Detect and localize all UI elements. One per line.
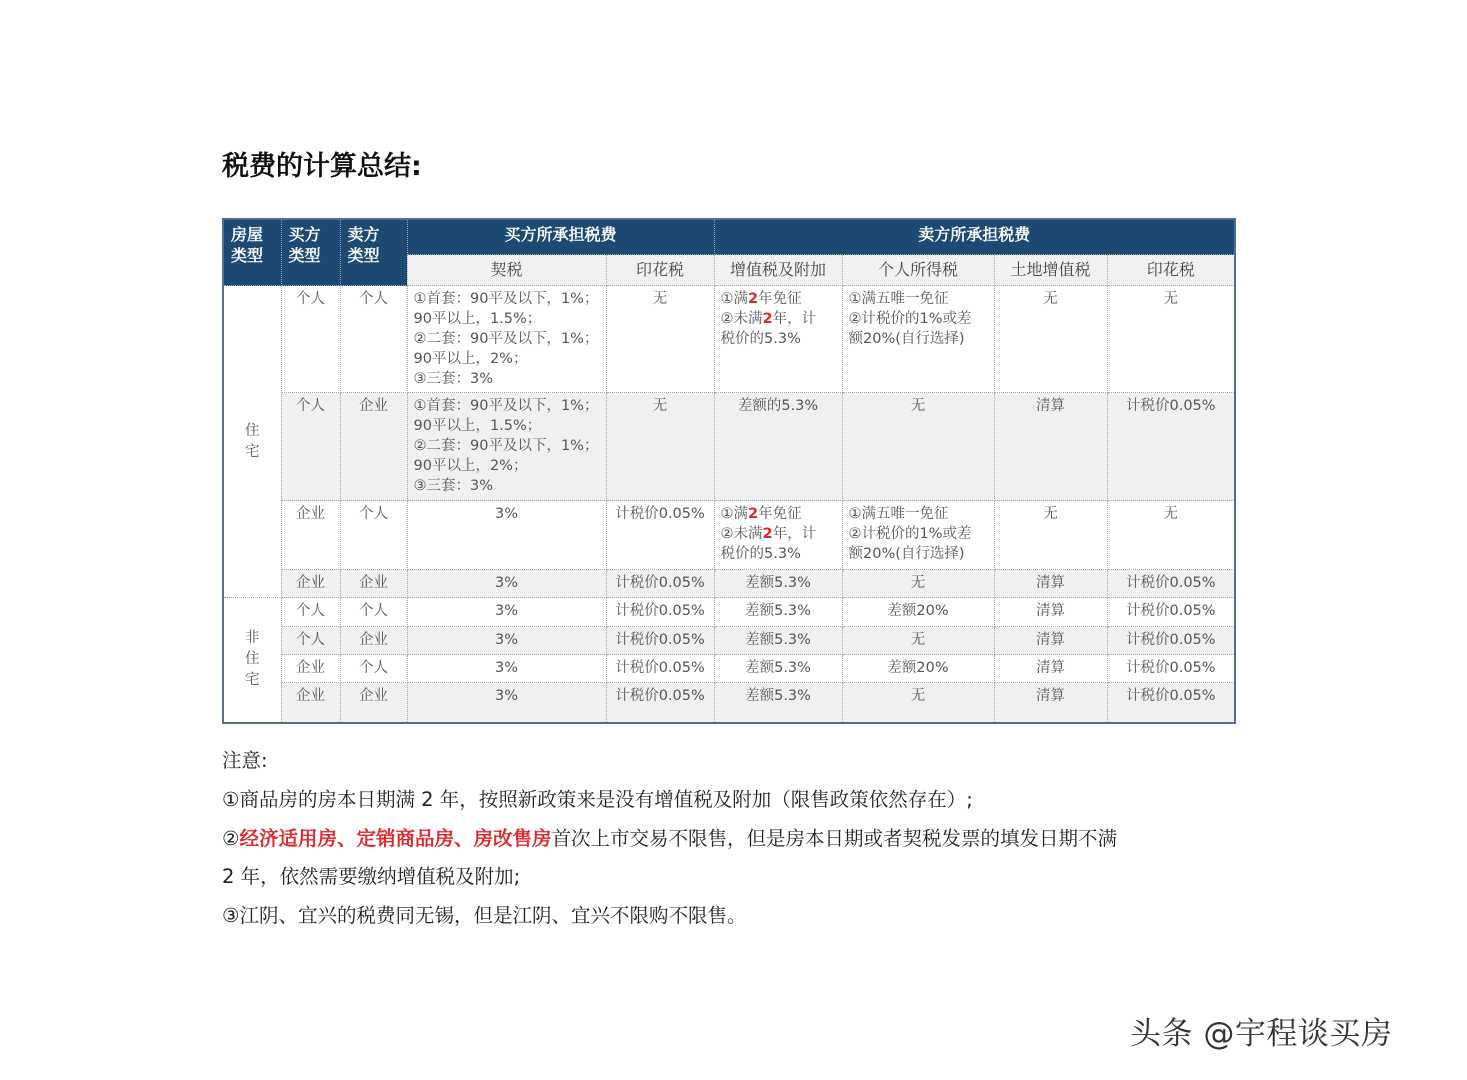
- table-row: [223, 683, 1235, 723]
- vat-text: 差额5.3%: [745, 632, 811, 648]
- house-type-cell: 非 住 宅: [223, 598, 281, 723]
- buyer-type-cell: 企业: [281, 683, 340, 723]
- land-vat-cell: 无: [994, 286, 1107, 393]
- vat-text: 差额5.3%: [745, 575, 811, 591]
- note-2-highlight: 经济适用房、定销商品房、房改售房: [239, 826, 552, 850]
- vat-highlight-number: 2: [748, 291, 759, 307]
- vat-text: 差额5.3%: [745, 660, 811, 676]
- header-land-vat: 土地增值税: [994, 255, 1107, 286]
- vat-text: 差额的5.3%: [737, 398, 819, 414]
- vat-cell: [714, 393, 842, 501]
- deed-tax-cell: 3%: [407, 570, 606, 598]
- header-buyer-taxes: 买方所承担税费: [407, 219, 714, 255]
- deed-tax-cell: 3%: [407, 683, 606, 723]
- vat-text: 差额5.3%: [745, 688, 811, 704]
- house-type-cell: 住 宅: [223, 286, 281, 598]
- buyer-type-cell: 个人: [281, 286, 340, 393]
- income-tax-cell: 差额20%: [842, 655, 994, 683]
- deed-tax-cell: 3%: [407, 627, 606, 655]
- vat-highlight-number: 2: [762, 526, 773, 542]
- land-vat-cell: 清算: [994, 655, 1107, 683]
- header-vat: 增值税及附加: [714, 255, 842, 286]
- seller-stamp-tax-cell: 无: [1107, 501, 1235, 570]
- vat-cell: [714, 683, 842, 723]
- income-tax-cell: 差额20%: [842, 598, 994, 627]
- seller-type-cell: 个人: [340, 501, 407, 570]
- land-vat-cell: 清算: [994, 683, 1107, 723]
- table-row: [223, 501, 1235, 570]
- buyer-stamp-tax-cell: 无: [606, 286, 714, 393]
- vat-highlight-number: 2: [762, 311, 773, 327]
- tax-summary-table: [222, 218, 1236, 724]
- header-seller-taxes: 卖方所承担税费: [714, 219, 1235, 255]
- deed-tax-cell: 3%: [407, 655, 606, 683]
- page-title: 税费的计算总结:: [222, 151, 422, 182]
- vat-text: 年免征 ②未满: [720, 506, 802, 542]
- seller-type-cell: 企业: [340, 570, 407, 598]
- vat-cell: [714, 627, 842, 655]
- header-seller-type: 卖方 类型: [340, 219, 407, 286]
- income-tax-cell: ①满五唯一免征 ②计税价的1%或差 额20%(自行选择): [842, 286, 994, 393]
- income-tax-cell: 无: [842, 627, 994, 655]
- vat-text: 年，计 税价的5.3%: [720, 526, 817, 562]
- buyer-stamp-tax-cell: 计税价0.05%: [606, 598, 714, 627]
- vat-cell: [714, 598, 842, 627]
- table-row: [223, 655, 1235, 683]
- land-vat-cell: 无: [994, 501, 1107, 570]
- vat-text: 差额5.3%: [745, 603, 811, 619]
- buyer-type-cell: 个人: [281, 627, 340, 655]
- land-vat-cell: 清算: [994, 393, 1107, 501]
- seller-stamp-tax-cell: 计税价0.05%: [1107, 655, 1235, 683]
- seller-stamp-tax-cell: 计税价0.05%: [1107, 627, 1235, 655]
- buyer-type-cell: 个人: [281, 393, 340, 501]
- seller-type-cell: 企业: [340, 683, 407, 723]
- buyer-stamp-tax-cell: 计税价0.05%: [606, 627, 714, 655]
- note-3: ③江阴、宜兴的税费同无锡，但是江阴、宜兴不限购不限售。: [222, 904, 747, 928]
- seller-type-cell: 企业: [340, 627, 407, 655]
- vat-cell: [714, 655, 842, 683]
- vat-text: 年免征 ②未满: [720, 291, 802, 327]
- deed-tax-cell: 3%: [407, 598, 606, 627]
- notes-section: [222, 742, 1117, 936]
- seller-stamp-tax-cell: 计税价0.05%: [1107, 598, 1235, 627]
- header-deed-tax: 契税: [407, 255, 606, 286]
- header-income-tax: 个人所得税: [842, 255, 994, 286]
- land-vat-cell: 清算: [994, 570, 1107, 598]
- buyer-type-cell: 企业: [281, 501, 340, 570]
- income-tax-cell: ①满五唯一免征 ②计税价的1%或差 额20%(自行选择): [842, 501, 994, 570]
- seller-type-cell: 个人: [340, 286, 407, 393]
- land-vat-cell: 清算: [994, 598, 1107, 627]
- note-1: ①商品房的房本日期满 2 年，按照新政策来是没有增值税及附加（限售政策依然存在）;: [222, 787, 973, 811]
- table-row: [223, 570, 1235, 598]
- buyer-stamp-tax-cell: 无: [606, 393, 714, 501]
- header-seller-stamp-tax: 印花税: [1107, 255, 1235, 286]
- buyer-stamp-tax-cell: 计税价0.05%: [606, 570, 714, 598]
- buyer-stamp-tax-cell: 计税价0.05%: [606, 501, 714, 570]
- table-row: [223, 286, 1235, 393]
- note-2-prefix: ②: [222, 826, 240, 850]
- land-vat-cell: 清算: [994, 627, 1107, 655]
- deed-tax-cell: ①首套：90平及以下，1%； 90平以上，1.5%； ②二套：90平及以下，1%； 90平以上，2%； ③三套：3%: [407, 393, 606, 501]
- vat-cell: [714, 286, 842, 393]
- buyer-stamp-tax-cell: 计税价0.05%: [606, 655, 714, 683]
- header-house-type: 房屋 类型: [223, 219, 281, 286]
- buyer-type-cell: 企业: [281, 570, 340, 598]
- header-buyer-type: 买方 类型: [281, 219, 340, 286]
- income-tax-cell: 无: [842, 393, 994, 501]
- vat-cell: [714, 570, 842, 598]
- vat-highlight-number: 2: [748, 506, 759, 522]
- income-tax-cell: 无: [842, 683, 994, 723]
- table-row: [223, 598, 1235, 627]
- table-row: [223, 627, 1235, 655]
- watermark: 头条 @宇程谈买房: [1130, 1016, 1393, 1052]
- deed-tax-cell: 3%: [407, 501, 606, 570]
- seller-stamp-tax-cell: 计税价0.05%: [1107, 393, 1235, 501]
- vat-text: ①满: [720, 291, 749, 307]
- seller-stamp-tax-cell: 计税价0.05%: [1107, 683, 1235, 723]
- header-buyer-stamp-tax: 印花税: [606, 255, 714, 286]
- seller-type-cell: 个人: [340, 655, 407, 683]
- note-2-rest: 首次上市交易不限售，但是房本日期或者契税发票的填发日期不满: [551, 826, 1118, 850]
- seller-stamp-tax-cell: 计税价0.05%: [1107, 570, 1235, 598]
- notes-heading: 注意:: [222, 749, 268, 772]
- buyer-stamp-tax-cell: 计税价0.05%: [606, 683, 714, 723]
- income-tax-cell: 无: [842, 570, 994, 598]
- vat-cell: [714, 501, 842, 570]
- note-2: [222, 820, 1117, 859]
- seller-type-cell: 企业: [340, 393, 407, 501]
- seller-stamp-tax-cell: 无: [1107, 286, 1235, 393]
- table-row: [223, 393, 1235, 501]
- table-body: [223, 286, 1235, 723]
- vat-text: ①满: [720, 506, 749, 522]
- seller-type-cell: 个人: [340, 598, 407, 627]
- buyer-type-cell: 企业: [281, 655, 340, 683]
- buyer-type-cell: 个人: [281, 598, 340, 627]
- deed-tax-cell: ①首套：90平及以下，1%； 90平以上，1.5%； ②二套：90平及以下，1%； 90平以上，2%； ③三套：3%: [407, 286, 606, 393]
- note-2-continued: 2 年，依然需要缴纳增值税及附加;: [222, 865, 521, 889]
- vat-text: 年，计 税价的5.3%: [720, 311, 817, 347]
